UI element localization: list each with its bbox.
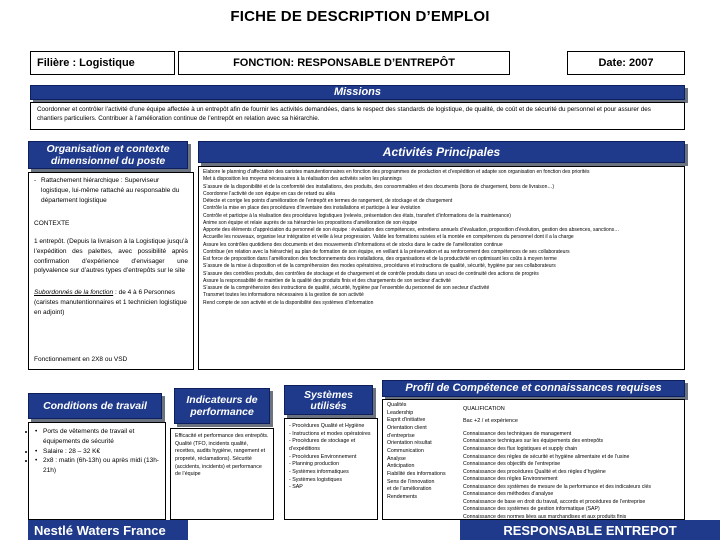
qualite-item: Fiabilité des informations: [387, 471, 446, 478]
profil-heading: Profil de Compétence et connaissances requises: [382, 380, 685, 397]
filiere-label: Filière : Logistique: [37, 57, 135, 69]
subordonnes-text: Subordonnés de la fonction : de 4 à 6 Personnes (caristes manutentionnaires et 1 technicien logistique en adjoint): [34, 289, 187, 316]
qualite-item: Leadership: [387, 409, 414, 416]
systeme-item: - Planning production: [289, 461, 340, 468]
qualite-item: Rendements: [387, 494, 418, 501]
qualites-label: Qualités: [387, 402, 407, 408]
activites-list: [203, 169, 680, 307]
connaissance-item: Connaissance des règles de sécurité et hygiène alimentaire et de l’usine: [463, 453, 630, 460]
connaissance-item: Connaissance des systèmes de gestion informatique (SAP): [463, 506, 600, 513]
systeme-item: - Procédures de stockage et d’expéditions: [289, 438, 356, 453]
qualite-item: Orientation client: [387, 425, 427, 432]
qualite-item: Communication: [387, 448, 424, 455]
footer-company: Nestlé Waters France: [28, 520, 188, 540]
qualite-item: et de l’amélioration: [387, 486, 432, 493]
connaissance-item: Connaissance des systèmes de mesure de la performance et des indicateurs clés: [463, 483, 651, 490]
connaissance-item: Connaissance des objectifs de l’entreprise: [463, 461, 561, 468]
systeme-item: - Systèmes informatiques: [289, 469, 349, 476]
fonctionnement-text: Fonctionnement en 2X8 ou VSD: [34, 356, 128, 364]
rattachement-text: - Rattachement hiérarchique : Superviseur logistique, lui-même rattaché au responsable du département logistique: [34, 177, 180, 204]
activite-item: Accueille les nouveaux, organise leur intégration et veille à leur progression. Valide les formations suivies et la montée en compétences du personnel dont il a la charge: [203, 234, 574, 241]
fonction-box: [178, 51, 510, 75]
activite-item: Contrôle et participe à la réalisation des procédures logistiques (relevés, présentation des états, transfert d’informations de la maintenance): [203, 212, 511, 219]
activite-item: Elabore le planning d’affectation des caristes manutentionnaires en fonction des programmes de production et d’expédition et adapte son organisation en fonction des priorités: [203, 169, 590, 175]
qualification-label: QUALIFICATION: [463, 406, 505, 412]
activites-panel: [198, 166, 685, 370]
qualite-item: Esprit d’initiative: [387, 417, 426, 424]
qualites-list: [387, 410, 459, 502]
footer-role: RESPONSABLE ENTREPOT: [460, 520, 720, 540]
activite-item: Contribue (en relation avec la hiérarchie) au plan de formation de son équipe, en veillant à la préservation et au renforcement des compétences de ses collaborateurs: [203, 248, 570, 255]
condition-item: • • Ports de vêtements de travail et équipements de sécurité: [35, 427, 159, 447]
systeme-item: - Procédures Qualité et Hygiène: [289, 423, 365, 429]
indicateurs-heading: Indicateurs de performance: [174, 388, 270, 424]
qualites-column: [387, 402, 459, 502]
condition-item: • • 2x8 : matin (6h-13h) ou après midi (13h-21h): [35, 456, 159, 476]
conditions-heading: Conditions de travail: [28, 393, 162, 419]
qualification-column: [463, 406, 683, 521]
organisation-panel: [28, 172, 194, 370]
activite-item: Rend compte de son activité et de la disponibilité des systèmes d’information: [203, 299, 374, 306]
activite-item: S’assure de la compréhension des instructions de qualité, sécurité, hygiène par l’ensemble du personnel de son secteur d’activité: [203, 285, 490, 291]
activite-item: Assure la responsabilité de maintien de la qualité des produits finis et des chargements de son secteur d’activité: [203, 277, 451, 284]
activite-item: Coordonne l’activité de son équipe en cas de retard ou aléa: [203, 190, 336, 197]
connaissance-item: Connaissance des règles Environnement: [463, 476, 558, 483]
qualification-text: Bac +2 / et expérience: [463, 417, 518, 424]
systemes-list: [289, 423, 373, 492]
connaissance-item: Connaissance des flux logistiques et supply chain: [463, 446, 578, 452]
activite-item: Transmet toutes les informations nécessaires à la gestion de son activité: [203, 292, 364, 299]
activite-item: Apporte des éléments d’appréciation du personnel de son équipe : évaluation des compétences, entretiens annuels d’évaluation, proposition d’évolution, gestion des absences, sanctions…: [203, 227, 620, 233]
connaissance-item: Connaissance des techniques de management: [463, 430, 572, 437]
qualite-item: Orientation résultat: [387, 440, 432, 447]
activites-heading: Activités Principales: [198, 141, 685, 163]
activite-item: S’assure de la mise à disposition et de la compréhension des modes opératoires, procédures et instructions de qualité, sécurité, hygiène par ses collaborateurs: [203, 263, 556, 270]
systeme-item: - Instructions et modes opératoires: [289, 430, 371, 437]
condition-item: • • Salaire : 28 – 32 K€: [35, 447, 159, 457]
activite-item: Anime son équipe et relaie auprès de sa hiérarchie les propositions d’amélioration de son équipe: [203, 219, 418, 226]
activite-item: Est force de proposition dans l’amélioration des fonctionnements des installations, des organisations et de la productivité en optimisant les coûts à moyen terme: [203, 256, 557, 262]
conditions-list: [35, 427, 159, 476]
connaissance-item: Connaissance de base en droit du travail, accords et procédures de l’entreprise: [463, 498, 646, 505]
activite-item: Assure les contrôles quotidiens des documents et des mouvements d’informations et de stocks dans le cadre de l’amélioration continue: [203, 241, 503, 248]
missions-heading: Missions: [30, 85, 685, 100]
filiere-box: [30, 51, 175, 75]
connaissance-item: Connaissance des méthodes d’analyse: [463, 491, 554, 498]
activite-item: Met à disposition les moyens nécessaires à la réalisation des activités selon les plannings: [203, 176, 402, 183]
systemes-heading: Systèmes utilisés: [284, 385, 373, 415]
profil-panel: [382, 399, 685, 520]
contexte-label: CONTEXTE: [34, 220, 70, 228]
activite-item: S’assure de la disponibilité et de la conformité des installations, des produits, des consommables et des documents (bons de chargement, bons de livraison…): [203, 183, 555, 190]
systeme-item: - SAP: [289, 484, 303, 491]
conditions-panel: [28, 422, 166, 520]
qualite-item: Analyse: [387, 455, 406, 462]
activite-item: S’assure des contrôles produits, des contrôles de stockage et de chargement et de contrôle produits dans un souci de continuité des actions de progrès: [203, 270, 539, 277]
fonction-label: FONCTION: RESPONSABLE D’ENTREPÔT: [233, 57, 455, 69]
connaissances-list: [463, 431, 683, 521]
qualite-item: Sens de l’innovation: [387, 478, 435, 485]
activite-item: Détecte et corrige les points d’amélioration de l’entrepôt en termes de rangement, de stockage et de chargement: [203, 198, 453, 204]
qualite-item: d’entreprise: [387, 432, 415, 439]
connaissance-item: Connaissance des normes liées aux marchandises et aux produits finis: [463, 513, 627, 520]
connaissance-item: Connaissance techniques sur les équipements des entrepôts: [463, 438, 604, 445]
contexte-text: 1 entrepôt. (Depuis la livraison à la Logistique jusqu’à l’expédition des palettes, avec possibilité après confirmation d’expérience d’envisager une polyvalence sur d’autres types d’entrepôts sur le site: [34, 238, 188, 275]
missions-text: Coordonner et contrôler l’activité d’une équipe affectée à un entrepôt afin de fournir les activités demandées, dans le respect des standards de logistique, de qualité, de coût et de sécurité du personnel et pour assurer des chantiers particuliers. Contribuer à l’amélioration continue de l’entrepôt en relation avec sa hiérarchie.: [30, 102, 685, 130]
connaissance-item: Connaissance des procédures Qualité et des règles d’hygiène: [463, 468, 606, 475]
organisation-heading: Organisation et contexte dimensionnel du poste: [28, 141, 188, 169]
systeme-item: - Systèmes logistiques: [289, 476, 342, 483]
systeme-item: - Procédures Environnement: [289, 453, 357, 460]
date-label: Date: 2007: [598, 57, 654, 69]
qualite-item: Anticipation: [387, 463, 415, 470]
date-box: [567, 51, 685, 75]
activite-item: Contrôle la mise en place des procédures d’inventaire des installations et participe à leur évolution: [203, 205, 421, 212]
page-title: FICHE DE DESCRIPTION D’EMPLOI: [230, 8, 490, 25]
indicateurs-text: Efficacité et performance des entrepôts. Qualité (TFO, incidents qualité, recettes, audits hygiène, rangement et propreté, réclamations). Sécurité (accidents, incidents) et performance de l’équipe: [170, 428, 274, 520]
systemes-panel: [284, 418, 378, 520]
